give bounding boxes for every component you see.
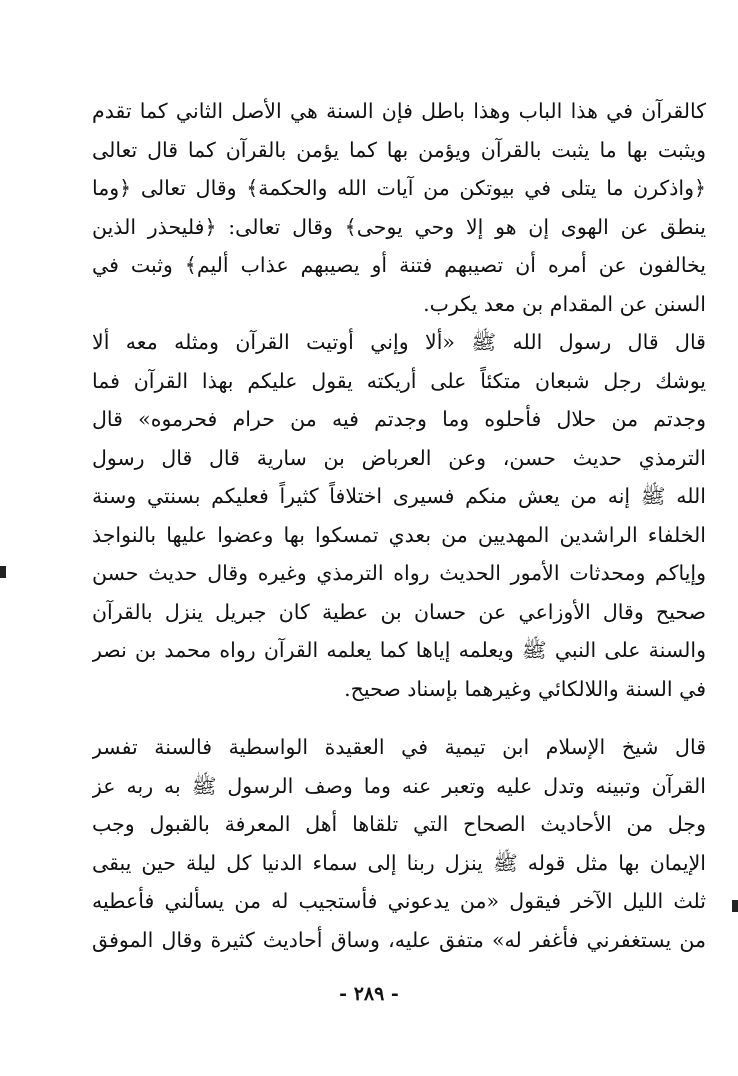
scan-edge-mark — [732, 900, 738, 912]
text-line: يوشك رجل شبعان متكئاً على أريكته يقول عليكم بهذا القرآن فما — [92, 368, 706, 393]
paragraph-3 — [92, 728, 706, 959]
text-line: الله ﷺ إنه من يعش منكم فسيرى اختلافاً كثيراً فعليكم بسنتي وسنة — [92, 484, 706, 508]
text-line: صحيح وقال الأوزاعي عن حسان بن عطية كان جبريل ينزل بالقرآن — [92, 599, 706, 624]
text-line: السنن عن المقدام بن معد يكرب. — [423, 291, 706, 316]
text-line: وجل من الأحاديث الصحاح التي تلقاها أهل المعرفة بالقبول وجب — [92, 812, 706, 836]
text-line: في السنة واللالكائي وغيرهما بإسناد صحيح. — [344, 676, 706, 701]
text-line: ويثبت بها ما يثبت بالقرآن ويؤمن بها كما يؤمن بالقرآن كما قال تعالى — [92, 137, 706, 162]
text-line: قال شيخ الإسلام ابن تيمية في العقيدة الواسطية فالسنة تفسر — [92, 735, 706, 759]
text-line: كالقرآن في هذا الباب وهذا باطل فإن السنة هي الأصل الثاني كما تقدم — [92, 99, 706, 123]
text-line: ﴿واذكرن ما يتلى في بيوتكن من آيات الله والحكمة﴾ وقال تعالى ﴿وما — [92, 176, 706, 200]
page-number: - ٢٨٩ - — [339, 983, 399, 1005]
text-line: الإيمان بها مثل قوله ﷺ ينزل ربنا إلى سماء الدنيا كل ليلة حين يبقى — [92, 850, 706, 875]
text-line: قال قال رسول الله ﷺ «ألا وإني أوتيت القرآن ومثله معه ألا — [92, 330, 706, 354]
paragraph-2 — [92, 323, 706, 708]
text-line: ينطق عن الهوى إن هو إلا وحي يوحى﴾ وقال تعالى: ﴿فليحذر الذين — [92, 214, 706, 239]
text-line: والسنة على النبي ﷺ ويعلمه إياها كما يعلمه القرآن رواه محمد بن نصر — [92, 638, 706, 662]
text-line: من يستغفرني فأغفر له» متفق عليه، وساق أحاديث كثيرة وقال الموفق — [92, 927, 706, 952]
text-line: وإياكم ومحدثات الأمور الحديث رواه الترمذي وغيره وقال حديث حسن — [92, 561, 706, 585]
paragraph-1 — [92, 92, 706, 323]
text-line: يخالفون عن أمره أن تصيبهم فتنة أو يصيبهم عذاب أليم﴾ وثبت في — [92, 253, 706, 277]
text-line: الخلفاء الراشدين المهديين من بعدي تمسكوا بها وعضوا عليها بالنواجذ — [92, 522, 706, 547]
text-line: وجدتم من حلال فأحلوه وما وجدتم فيه من حرام فحرموه» قال — [92, 407, 706, 431]
text-line: الترمذي حديث حسن، وعن العرباض بن سارية قال قال رسول — [92, 445, 706, 470]
text-line: القرآن وتبينه وتدل عليه وتعبر عنه وما وصف الرسول ﷺ به ربه عز — [92, 773, 706, 798]
scan-edge-mark — [0, 566, 6, 578]
text-line: ثلث الليل الآخر فيقول «من يدعوني فأستجيب له من يسألني فأعطيه — [92, 889, 706, 913]
